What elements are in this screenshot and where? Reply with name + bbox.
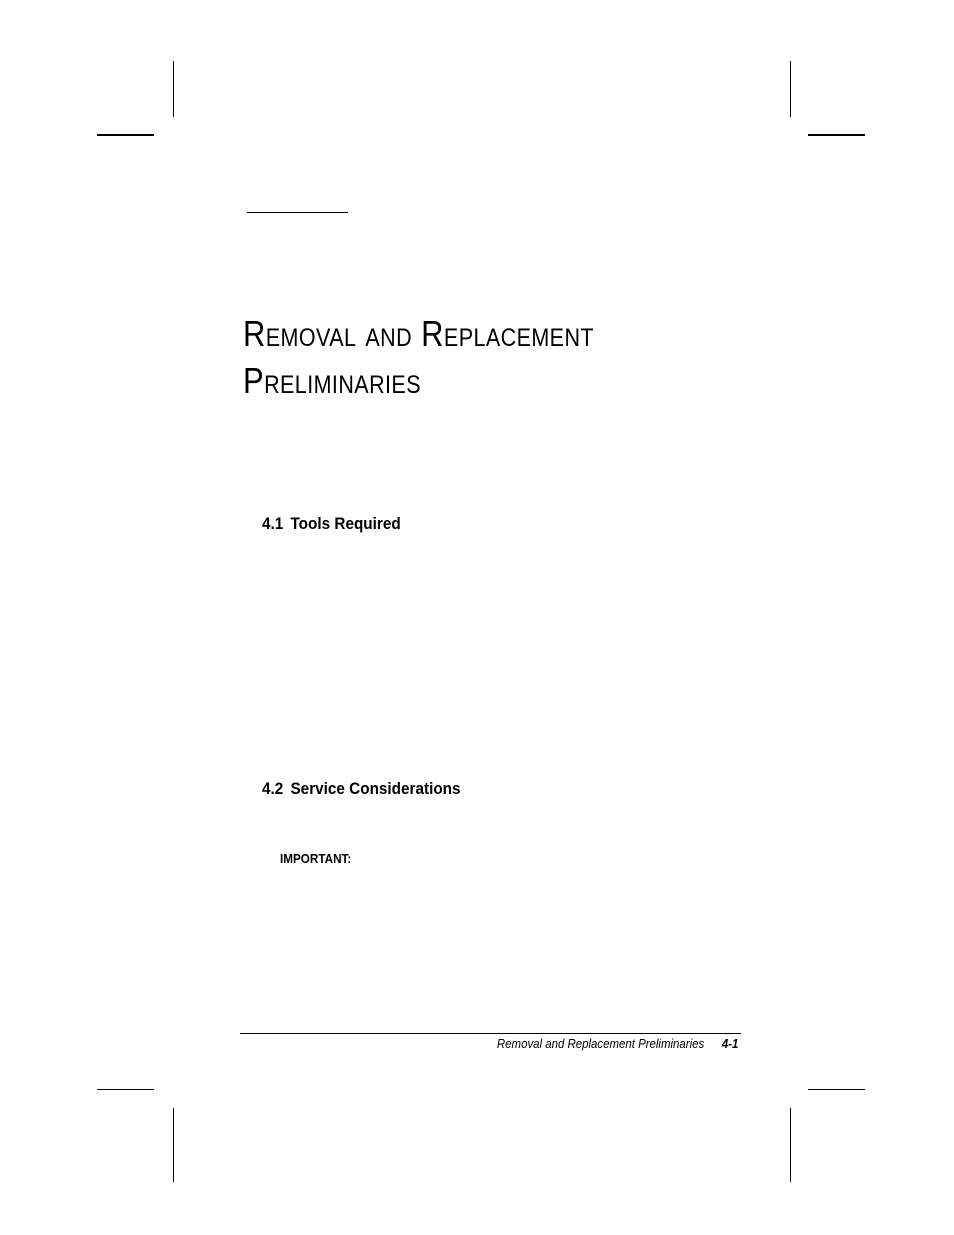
crop-mark-bottom-right-vertical <box>790 1108 791 1182</box>
crop-mark-top-right-horizontal <box>808 134 865 136</box>
crop-mark-top-left-horizontal <box>97 134 154 136</box>
section-heading-tools-required <box>262 514 401 534</box>
crop-mark-top-right-vertical <box>790 61 791 117</box>
crop-mark-bottom-left-vertical <box>173 1108 174 1182</box>
crop-mark-bottom-left-horizontal <box>97 1089 154 1090</box>
section-heading-service-considerations <box>262 779 461 799</box>
page-footer <box>497 1036 738 1052</box>
footer-page-number: 4-1 <box>721 1036 738 1051</box>
footer-running-title: Removal and Replacement Preliminaries <box>496 1036 704 1051</box>
crop-mark-bottom-right-horizontal <box>808 1089 865 1090</box>
section-title: Service Considerations <box>290 779 461 798</box>
chapter-title: Removal and Replacement Preliminaries <box>243 313 594 401</box>
crop-mark-top-left-vertical <box>173 61 174 117</box>
section-title: Tools Required <box>290 514 401 533</box>
important-label: IMPORTANT: <box>280 851 352 866</box>
section-number: 4.2 <box>262 779 284 798</box>
footer-rule <box>240 1033 741 1034</box>
chapter-rule <box>247 212 348 213</box>
section-number: 4.1 <box>262 514 284 533</box>
